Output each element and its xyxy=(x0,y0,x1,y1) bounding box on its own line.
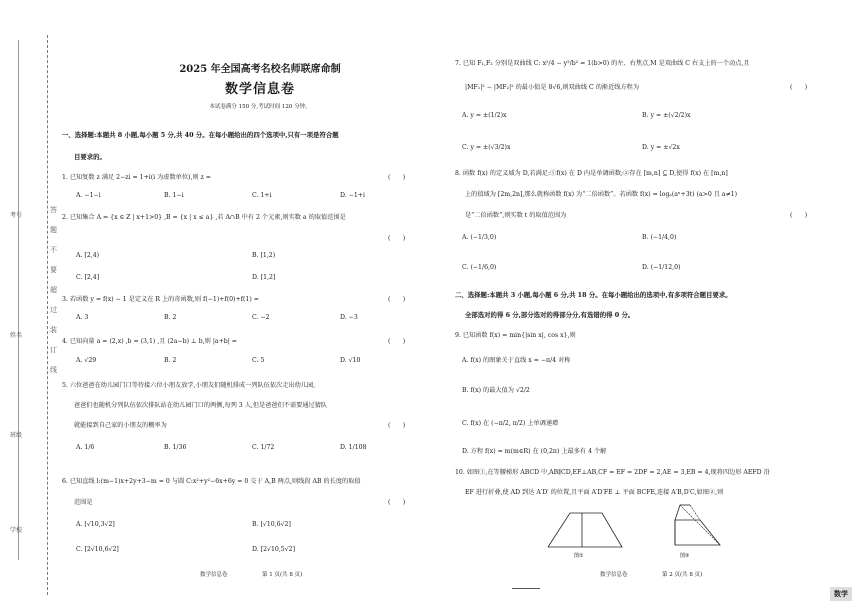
q8-option-d: D. (−1/12,0) xyxy=(642,264,681,271)
binding-line xyxy=(18,40,19,560)
question-8-line1: 8. 函数 f(x) 的定义域为 D,若满足:①f(x) 在 D 内是单调函数;②存在 [m,n] ⊆ D,使得 f(x) 在 [m,n] xyxy=(455,170,728,177)
q7-option-d: D. y = ±√2x xyxy=(642,144,680,151)
q6-option-a: A. [√10,3√2] xyxy=(76,521,115,528)
binding-mark: 线 xyxy=(50,366,57,374)
q1-option-b: B. 1−i xyxy=(164,192,184,199)
q1-option-a: A. −1−i xyxy=(76,192,101,199)
footer-left-page: 第 1 页(共 8 页) xyxy=(262,572,303,578)
cut-line xyxy=(47,35,48,595)
q5-option-a: A. 1/6 xyxy=(76,444,95,451)
q3-option-c: C. −2 xyxy=(252,314,270,321)
q5-option-d: D. 1/108 xyxy=(340,444,367,451)
q6-option-b: B. [√10,6√2] xyxy=(252,521,291,528)
q2-option-b: B. [1,2) xyxy=(252,252,276,259)
q8-option-c: C. (−1/6,0) xyxy=(462,264,497,271)
figure-2-folded xyxy=(650,500,730,560)
answer-paren: ( ) xyxy=(790,84,808,91)
q4-option-b: B. 2 xyxy=(164,357,177,364)
answer-paren: ( ) xyxy=(388,422,406,429)
q7-option-a: A. y = ±(1/2)x xyxy=(462,112,507,119)
binding-mark: 订 xyxy=(50,346,57,354)
question-6-line2: 范围是 xyxy=(74,499,93,506)
q9-option-c: C. f(x) 在 (−π/2, π/2) 上单调递增 xyxy=(462,420,559,427)
q7-option-c: C. y = ±(√3/2)x xyxy=(462,144,511,151)
exam-subtitle: 数学信息卷 xyxy=(224,82,295,97)
footer-left-title: 数学信息卷 xyxy=(200,572,228,578)
answer-paren: ( ) xyxy=(790,212,808,219)
subject-tag: 数学 xyxy=(830,587,852,601)
section1-heading: 一、选择题:本题共 8 小题,每小题 5 分,共 40 分。在每小题给出的四个选项中,只有一项是符合题 xyxy=(62,131,339,139)
q6-option-c: C. [2√10,6√2] xyxy=(76,546,119,553)
q8-option-a: A. (−1/3,0) xyxy=(462,234,497,241)
question-1-stem: 1. 已知复数 z 满足 2−zi = 1+i(i 为虚数单位),则 z = xyxy=(62,174,211,181)
figure-2-caption: 图② xyxy=(680,553,690,559)
question-8-line2: 上的值域为 [2m,2n],那么就称函数 f(x) 为“二倍函数”。若函数 f(x) = logₐ(aˣ+3t) (a>0 且 a≠1) xyxy=(465,191,738,198)
section2-heading-cont: 全部选对的得 6 分,部分选对的得部分分,有选错的得 0 分。 xyxy=(465,311,635,319)
answer-paren: ( ) xyxy=(388,499,406,506)
q9-option-d: D. 方程 f(x) = m(m∈R) 在 (0,2π) 上最多有 4 个解 xyxy=(462,448,607,455)
q2-option-d: D. [1,2] xyxy=(252,274,276,281)
question-2-stem: 2. 已知集合 A = {x ∈ Z | x+1>0} ,B = {x | x ≤ a} ,若 A∩B 中有 2 个元素,则实数 a 的取值范围是 xyxy=(62,214,346,221)
section1-heading-cont: 目要求的。 xyxy=(74,153,106,161)
q9-option-b: B. f(x) 的最大值为 √2/2 xyxy=(462,387,530,394)
question-7-line1: 7. 已知 F₁,F₂ 分别是双曲线 C: x²/4 − y²/b² = 1(b>0) 的左、右焦点,M 是双曲线 C 右支上的一个动点,且 xyxy=(455,60,750,67)
footer-right-page: 第 2 页(共 8 页) xyxy=(662,572,703,578)
question-10-line2: EF 进行折叠,使 AD 到达 A′D′ 的位置,且平面 A′D′FE ⊥ 平面 BCFE,连接 A′B,D′C,如图②,则 xyxy=(465,489,724,496)
binding-field: 学校 xyxy=(10,527,23,534)
q3-option-a: A. 3 xyxy=(76,314,89,321)
q6-option-d: D. [2√10,5√2] xyxy=(252,546,296,553)
binding-mark: 答 xyxy=(50,206,57,214)
answer-paren: ( ) xyxy=(388,174,406,181)
question-8-line3: 是“二倍函数”,则实数 t 的取值范围为 xyxy=(465,212,567,219)
answer-paren: ( ) xyxy=(388,235,406,242)
q3-option-b: B. 2 xyxy=(164,314,177,321)
question-5-line3: 就能接到自己家的小朋友的概率为 xyxy=(74,422,167,429)
question-4-stem: 4. 已知向量 a = (2,x) ,b = (3,1) ,且 (2a−b) ⊥ b,则 |a+b| = xyxy=(62,338,237,345)
q7-option-b: B. y = ±(√2/2)x xyxy=(642,112,691,119)
q4-option-a: A. √29 xyxy=(76,357,97,364)
q1-option-c: C. 1+i xyxy=(252,192,272,199)
question-5-line1: 5. 六位爸爸在幼儿园门口等待接六位小朋友放学,小朋友们随机排成一列队伍依次走出幼儿园, xyxy=(62,382,316,389)
q2-option-c: C. [2,4] xyxy=(76,274,100,281)
question-9-stem: 9. 已知函数 f(x) = min{|sin x|, cos x},则 xyxy=(455,332,576,339)
figure-1-trapezoid xyxy=(540,505,630,560)
question-3-stem: 3. 若函数 y = f(x) − 1 是定义在 R 上的奇函数,则 f(−1)+f(0)+f(1) = xyxy=(62,296,259,303)
binding-field: 班级 xyxy=(10,432,23,439)
q9-option-a: A. f(x) 的图象关于直线 x = −π/4 对称 xyxy=(462,357,571,364)
question-6-line1: 6. 已知直线 l:(m−1)x+2y+3−m = 0 与圆 C:x²+y²−6x+6y = 0 交于 A,B 两点,则线段 AB 的长度的取值 xyxy=(62,478,361,485)
binding-field: 考号 xyxy=(10,212,23,219)
q2-option-a: A. [2,4) xyxy=(76,252,100,259)
binding-mark: 装 xyxy=(50,326,57,334)
q4-option-c: C. 5 xyxy=(252,357,265,364)
section2-heading: 二、选择题:本题共 3 小题,每小题 6 分,共 18 分。在每小题给出的选项中,有多项符合题目要求。 xyxy=(455,291,732,299)
figure-1-caption: 图① xyxy=(574,553,584,559)
q4-option-d: D. √10 xyxy=(340,357,361,364)
question-5-line2: 爸爸们也随机分列队伍依次排队站在幼儿园门口的两侧,每列 3 人,但是爸爸们不需要通过猜队 xyxy=(74,402,328,409)
exam-info: 本试卷满分 150 分,考试时间 120 分钟。 xyxy=(209,104,311,110)
question-7-line2: |MF₁|² − |MF₂|² 的最小值是 8√6,则双曲线 C 的渐近线方程为 xyxy=(465,84,640,91)
q3-option-d: D. −3 xyxy=(340,314,358,321)
binding-mark: 不 xyxy=(50,246,57,254)
answer-paren: ( ) xyxy=(388,338,406,345)
binding-mark: 超 xyxy=(50,286,57,294)
exam-title: 2025 年全国高考名校名师联席命制 xyxy=(179,64,341,75)
q5-option-b: B. 1/36 xyxy=(164,444,187,451)
binding-mark: 过 xyxy=(50,306,57,314)
question-10-line1: 10. 如图①,在等腰梯形 ABCD 中,AB∥CD,EF⊥AB,CF = EF = 2DF = 2,AE = 3,EB = 4,现将四边形 AEFD 沿 xyxy=(455,469,770,476)
footer-right-title: 数学信息卷 xyxy=(600,572,628,578)
answer-paren: ( ) xyxy=(388,296,406,303)
binding-mark: 要 xyxy=(50,266,57,274)
q1-option-d: D. −1+i xyxy=(340,192,365,199)
q5-option-c: C. 1/72 xyxy=(252,444,275,451)
bottom-divider xyxy=(512,588,540,589)
binding-strip xyxy=(0,0,57,609)
q8-option-b: B. (−1/4,0) xyxy=(642,234,677,241)
binding-field: 姓名 xyxy=(10,332,23,339)
binding-mark: 题 xyxy=(50,226,57,234)
